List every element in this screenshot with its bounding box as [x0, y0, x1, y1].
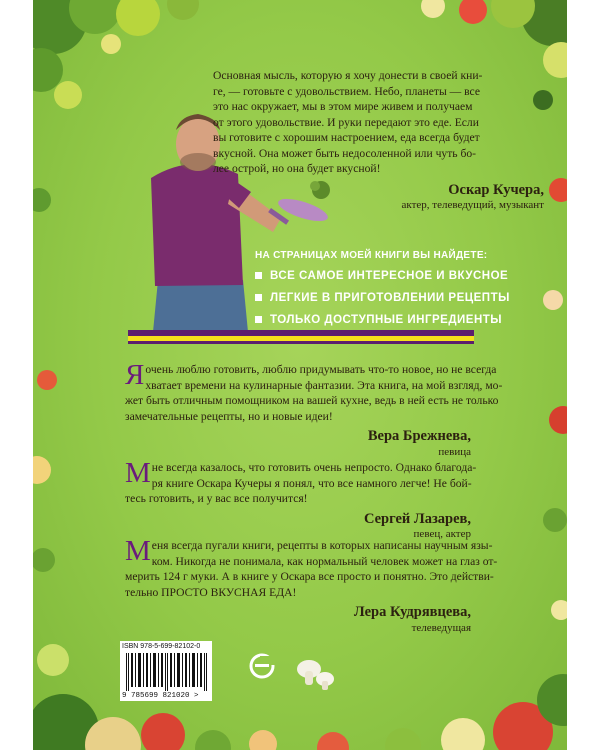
intro-author: Оскар Кучера,: [448, 181, 544, 198]
intro-line: ге, — готовьте с удовольствием. Небо, планеты — все: [213, 84, 480, 98]
quote-line: ком. Никогда не понимала, как нормальный человек может на глаз от-: [151, 554, 498, 568]
purple-stripe: [128, 341, 474, 344]
testimonial-lera: [125, 535, 498, 636]
testimonial-author: Лера Кудрявцева,: [353, 604, 471, 620]
testimonial-sergey: [125, 457, 477, 543]
quote-line: тесь готовить, и у вас все получится!: [125, 492, 308, 505]
intro-line: от этого удовольствие. И руки передают это еде. Если: [213, 115, 479, 129]
testimonial-author-role: певец, актер: [413, 528, 471, 540]
barcode-bars-icon: [126, 653, 208, 691]
testimonial-author: Сергей Лазарев,: [363, 510, 471, 527]
feature-text: ЛЕГКИЕ В ПРИГОТОВЛЕНИИ РЕЦЕПТЫ: [270, 292, 510, 304]
isbn-text: ISBN 978-5-699-82102-0: [122, 643, 201, 650]
quote-line: еня всегда пугали книги, рецепты в которых написаны научным язы-: [151, 539, 493, 552]
bullet-square-icon: [255, 294, 262, 301]
right-side-vegetables: [543, 178, 567, 620]
quote-line: очень люблю готовить, люблю придумывать что-то новое, но не всегда: [145, 363, 497, 376]
testimonial-signature: [125, 429, 471, 460]
intro-author-role: актер, телеведущий, музыкант: [401, 199, 544, 211]
bullet-square-icon: [255, 316, 262, 323]
features-heading: НА СТРАНИЦАХ МОЕЙ КНИГИ ВЫ НАЙДЕТЕ:: [255, 250, 488, 261]
feature-item: [255, 292, 510, 304]
bullet-square-icon: [255, 272, 262, 279]
intro-line: это нас окружает, мы в этом мире живем и получаем: [213, 100, 473, 113]
intro-quote: [213, 68, 548, 214]
intro-line: Основная мысль, которую я хочу донести в своей кни-: [213, 69, 483, 82]
eksmo-logo-icon: [249, 652, 275, 680]
quote-line: ря книге Оскара Кучеры я понял, что все намного легче! Не бой-: [151, 476, 472, 490]
quote-line: жет быть отличным помощником на вашей кухне, ведь в ней есть не только: [125, 394, 499, 407]
quote-line: не всегда казалось, что готовить очень непросто. Однако благода-: [151, 461, 477, 474]
feature-text: ВСЕ САМОЕ ИНТЕРЕСНОЕ И ВКУСНОЕ: [270, 270, 509, 282]
quote-line: тельно ПРОСТО ВКУСНАЯ ЕДА!: [125, 585, 297, 599]
mushroom-illustration: [295, 655, 335, 691]
feature-text: ТОЛЬКО ДОСТУПНЫЕ ИНГРЕДИЕНТЫ: [270, 314, 503, 326]
intro-signature: [213, 183, 544, 214]
quote-line: мерить 124 г муки. А в книге у Оскара все просто и понятно. Это действи-: [125, 570, 494, 583]
barcode-number: 9 785699 821020 >: [122, 692, 199, 700]
intro-line: лее острой, но она будет вкусной!: [213, 162, 381, 175]
book-back-cover: [33, 0, 567, 750]
testimonial-author-role: телеведущая: [411, 621, 471, 634]
dropcap-letter: М: [125, 457, 151, 489]
intro-line: вкусной. Она может быть недосоленной или чуть бо-: [213, 146, 477, 160]
dropcap-letter: М: [125, 535, 151, 567]
feature-item: [255, 270, 508, 282]
quote-line: замечательные рецепты, но и новые идеи!: [125, 409, 333, 423]
testimonial-vera: [125, 359, 503, 460]
feature-item: [255, 314, 502, 326]
testimonial-signature: [125, 605, 471, 636]
dropcap-letter: Я: [125, 359, 145, 391]
testimonial-author: Вера Брежнева,: [367, 428, 471, 444]
quote-line: хватает времени на кулинарные фантазии. Эта книга, на мой взгляд, мо-: [145, 378, 503, 392]
left-side-vegetables: [33, 188, 57, 572]
testimonial-author-role: певица: [438, 445, 471, 458]
top-left-greens: [33, 0, 199, 109]
intro-line: вы готовите с хорошим настроением, еда всегда будет: [213, 131, 480, 144]
barcode: [120, 641, 212, 701]
